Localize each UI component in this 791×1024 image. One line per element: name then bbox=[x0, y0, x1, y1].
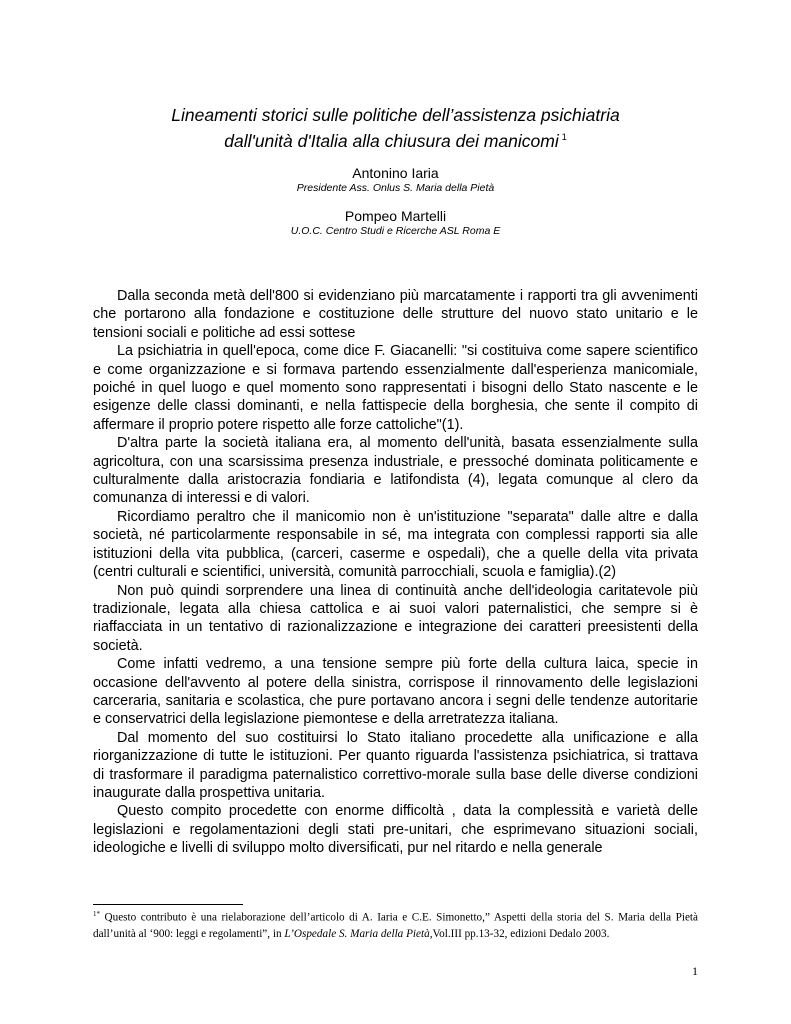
footnote bbox=[93, 906, 698, 942]
author-name: Pompeo Martelli bbox=[344, 208, 447, 224]
footnote-italic-title: L’Ospedale S. Maria della Pietà bbox=[284, 927, 430, 940]
page-number: 1 bbox=[692, 964, 698, 978]
author-block-1 bbox=[0, 165, 791, 195]
footnote-text: Questo contributo è una rielaborazione dell’articolo di A. Iaria e C.E. Simonetto,” Aspetti della storia del S. Maria della Pietà dall’unità al ‘900: leggi e regolamenti”, in bbox=[93, 911, 698, 940]
footnote-mark: 1* bbox=[93, 910, 100, 918]
author-affiliation: U.O.C. Centro Studi e Ricerche ASL Roma E bbox=[290, 225, 501, 237]
paragraph: Ricordiamo peraltro che il manicomio non è un'istituzione "separata" dalle altre e dalla società, né particolarmente responsabile in sé, ma integrata con complessi rapporti sia alle istituzioni della vita pubblica, (carceri, caserme e ospedali), che a quelle della vita privata (centri culturali e scientifici, università, comunità parrocchiali, scuola e famiglia).(2) bbox=[93, 508, 698, 581]
author-name: Antonino Iaria bbox=[352, 165, 439, 181]
title-line-2-text: dall'unità d'Italia alla chiusura dei manicomi bbox=[224, 130, 559, 151]
title-line-2 bbox=[0, 126, 791, 152]
paragraph: Dal momento del suo costituirsi lo Stato italiano procedette alla unificazione e alla riorganizzazione di tutte le istituzioni. Per quanto riguarda l'assistenza psichiatrica, si trattava di trasformare il paradigma paternalistico correttivo-morale sulla base delle diverse condizioni inaugurate dalla prospettiva unitaria. bbox=[93, 729, 698, 801]
paragraph: Non può quindi sorprendere una linea di continuità anche dell'ideologia caritatevole più tradizionale, legata alla chiesa cattolica e ai suoi valori paternalistici, che sempre si è riaffacciata in un tentativo di razionalizzazione e integrazione dei caratteri preesistenti della società. bbox=[93, 582, 698, 654]
paragraph: D'altra parte la società italiana era, al momento dell'unità, basata essenzialmente sulla agricoltura, con una scarsissima presenza industriale, e pressoché dominata politicamente e culturalmente dalla aristocrazia fondiaria e latifondista (4), legata comunque al clero da comunanza di interessi e di valori. bbox=[93, 435, 698, 507]
author-affiliation: Presidente Ass. Onlus S. Maria della Pietà bbox=[296, 182, 495, 194]
footnote-text-end: ,Vol.III pp.13-32, edizioni Dedalo 2003. bbox=[429, 927, 610, 940]
title-note-mark: 1 bbox=[561, 132, 567, 142]
title-block bbox=[0, 104, 791, 152]
paragraph: Dalla seconda metà dell'800 si evidenziano più marcatamente i rapporti tra gli avvenimenti che portarono alla fondazione e costituzione delle strutture del nuovo stato unitario e le tensioni sociali e politiche ad essi sottese bbox=[93, 288, 698, 341]
paragraph: Questo compito procedette con enorme difficoltà , data la complessità e varietà delle legislazioni e regolamentazioni degli stati pre-unitari, che esprimevano situazioni sociali, ideologiche e livelli di sviluppo molto diversificati, pur nel ritardo e nella generale bbox=[93, 803, 698, 857]
body-text bbox=[93, 287, 698, 858]
paragraph: La psichiatria in quell'epoca, come dice F. Giacanelli: "si costituiva come sapere scientifico e come organizzazione e si formava partendo essenzialmente dall'esperienza manicomiale, poiché in quel luogo e quel momento sono rappresentati i bisogni dello Stato nascente e le esigenze delle classi dominanti, e nella fattispecie della borghesia, che sente il compito di affermare il proprio potere rispetto alle forze cattoliche"(1). bbox=[93, 343, 698, 433]
title-line-1: Lineamenti storici sulle politiche dell’assistenza psichiatria bbox=[171, 105, 620, 125]
author-block-2 bbox=[0, 208, 791, 238]
footnote-divider bbox=[93, 904, 243, 905]
paragraph: Come infatti vedremo, a una tensione sempre più forte della cultura laica, specie in occasione dell'avvento al potere della sinistra, corrispose il rinnovamento delle legislazioni carceraria, sanitaria e scolastica, che pure portavano ancora i segni delle tendenze autoritarie e conservatrici della legislazione piemontese e della arretratezza italiana. bbox=[93, 656, 698, 728]
